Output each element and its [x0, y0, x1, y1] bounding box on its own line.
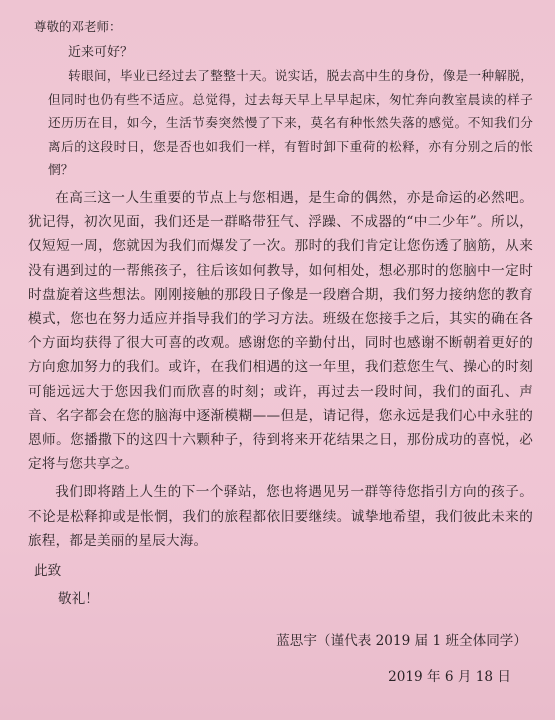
greeting: 近来可好？ — [68, 45, 134, 60]
paragraph-1: 转眼间，毕业已经过去了整整十天。说实话，脱去高中生的身份，像是一种解脱，但同时也仍有些不适应。总觉得，过去每天早上早早起床，匆忙奔向教室晨读的样子还历历在目，如今，生活节奏突然慢了下来，莫名有种怅然失落的感觉。不知我们分离后的这段时日，您是否也如我们一样，有暂时卸下重荷的松释，亦有分别之后的怅惘？ — [48, 68, 533, 178]
paragraph-2: 在高三这一人生重要的节点上与您相遇，是生命的偶然，亦是命运的必然吧。犹记得，初次见面，我们还是一群略带狂气、浮躁、不成器的“中二少年”。所以，仅短短一周，您就因为我们而爆发了一次。那时的我们肯定让您伤透了脑筋，从来没有遇到过的一帮熊孩子，往后该如何教导，如何相处，想必那时的您脑中一定时时盘旋着这些想法。刚刚接触的那段日子像是一段磨合期，我们努力接纳您的教育模式，您也在努力适应并指导我们的学习方法。班级在您接手之后，其实的确在各个方面均获得了很大可喜的改观。感谢您的辛勤付出，同时也感谢不断朝着更好的方向愈加努力的我们。或许，在我们相遇的这一年里，我们惹您生气、操心的时刻可能远远大于您因我们而欣喜的时刻；或许，再过去一段时间，我们的面孔、声音、名字都会在您的脑海中逐渐模糊——但是，请记得，您永远是我们心中永驻的恩师。您播撒下的这四十六颗种子，待到将来开花结果之日，那份成功的喜悦，必定将与您共享之。 — [28, 189, 533, 473]
signature: 蓝思宇（谨代表 2019 届 1 班全体同学） — [276, 633, 527, 650]
closing-ci-zhi: 此致 — [34, 563, 62, 580]
closing-jing-li: 敬礼！ — [58, 591, 99, 608]
letter-date: 2019 年 6 月 18 日 — [388, 669, 511, 686]
paragraph-3: 我们即将踏上人生的下一个驿站，您也将遇见另一群等待您指引方向的孩子。不论是松释抑或是怅惘，我们的旅程都依旧要继续。诚挚地希望，我们彼此未来的旅程，都是美丽的星辰大海。 — [28, 484, 533, 549]
salutation: 尊敬的邓老师： — [34, 19, 122, 34]
